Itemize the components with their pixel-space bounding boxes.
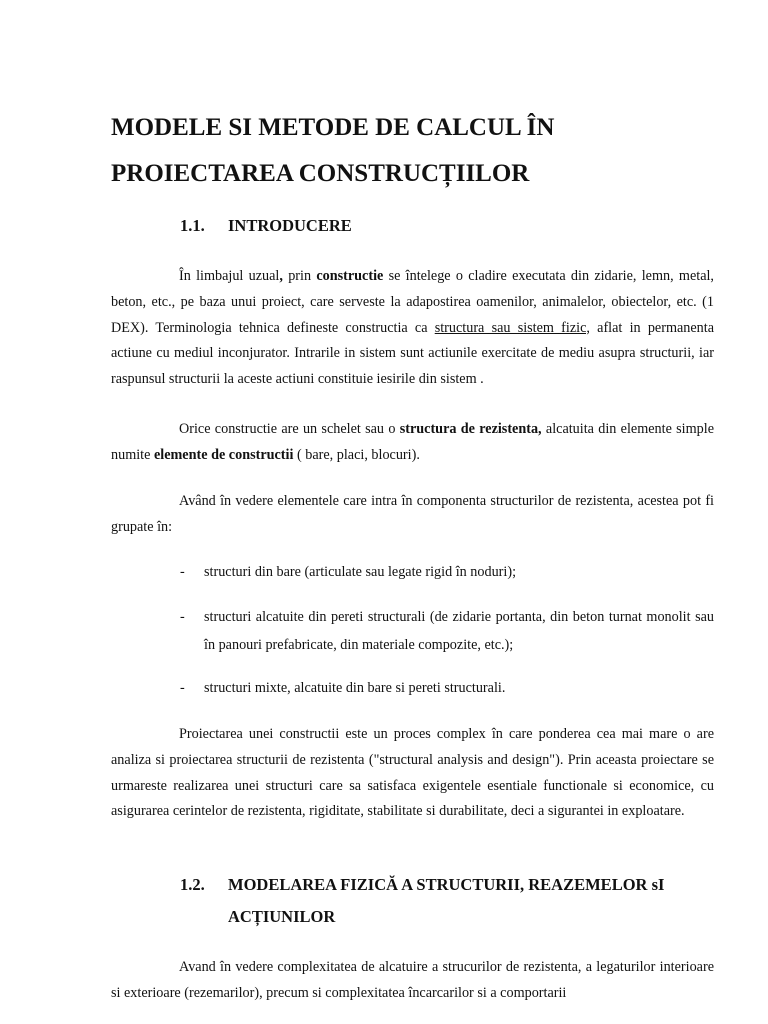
bold-text: , (279, 268, 283, 284)
list-item-text: structuri mixte, alcatuite din bare si pereti structurali. (204, 680, 506, 696)
bold-term: elemente de constructii (153, 446, 294, 463)
bullet-dash: - (180, 564, 185, 580)
text-run: ( bare, placi, blocuri). (293, 446, 420, 463)
text-run: În limbajul uzual (179, 268, 280, 284)
list-item (180, 603, 714, 659)
underlined-term: structura sau sistem fizic, (434, 319, 590, 336)
text-run: prin (282, 268, 317, 284)
text-run: se întelege o cladire executata din zidarie, lemn, metal, beton, etc., pe baza unui proiect, care serveste la adapostirea oamenilor, animalelor, obiectelor, etc. (1 DEX). Terminologia tehnica defineste constructia ca (111, 268, 714, 336)
bold-term: constructie (316, 268, 384, 284)
document-title: MODELE SI METODE DE CALCUL ÎN PROIECTAREA CONSTRUCȚIILOR (111, 114, 555, 187)
bullet-dash: - (180, 609, 185, 625)
paragraph-design: Proiectarea unei constructii este un proces complex în care ponderea cea mai mare o are analiza si proiectarea structurii de rezistenta ("structural analysis and design"). Prin aceasta proiectare se urmareste realizarea unei structuri care sa satisfaca exigentele esentiale functionale si economice, cu asigurarea cerintelor de rezistenta, rigiditate, stabilitate si durabilitate, deci a sigurantei in exploatare. (111, 726, 714, 820)
list-item-text: structuri alcatuite din pereti structurali (de zidarie portanta, din beton turnat monolit sau în panouri prefabricate, din materiale compozite, etc.); (204, 609, 714, 653)
list-item (180, 558, 714, 586)
paragraph-definition (111, 264, 714, 393)
paragraph-complexity: Avand în vedere complexitatea de alcatuire a strucurilor de rezistenta, a legaturilor interioare si exterioare (rezemarilor), precum si complexitatea încarcarilor si a comportarii (111, 959, 714, 1001)
bullet-dash: - (180, 680, 185, 696)
paragraph-grouping: Având în vedere elementele care intra în componenta structurilor de rezistenta, acestea pot fi grupate în: (111, 493, 714, 535)
text-run: Orice constructie are un schelet sau o (179, 421, 400, 437)
list-item-text: structuri din bare (articulate sau legate rigid în noduri); (204, 564, 517, 580)
paragraph-structure (111, 417, 714, 469)
text-run: alcatuita din elemente simple numite (111, 421, 714, 463)
bold-term: structura de rezistenta, (399, 421, 542, 437)
list-item (180, 674, 714, 702)
text-run: aflat in permanenta actiune cu mediul inconjurator. Intrarile in sistem sunt actiunile exercitate de mediu asupra structurii, iar raspunsul structurii la aceste actiuni constituie iesirile din sistem . (111, 319, 714, 388)
section-title: MODELAREA FIZICĂ A STRUCTURII, REAZEMELOR sI ACȚIUNILOR (228, 875, 665, 926)
section-title: INTRODUCERE (228, 216, 352, 235)
section-number: 1.1. (180, 216, 205, 235)
section-number: 1.2. (180, 875, 205, 894)
